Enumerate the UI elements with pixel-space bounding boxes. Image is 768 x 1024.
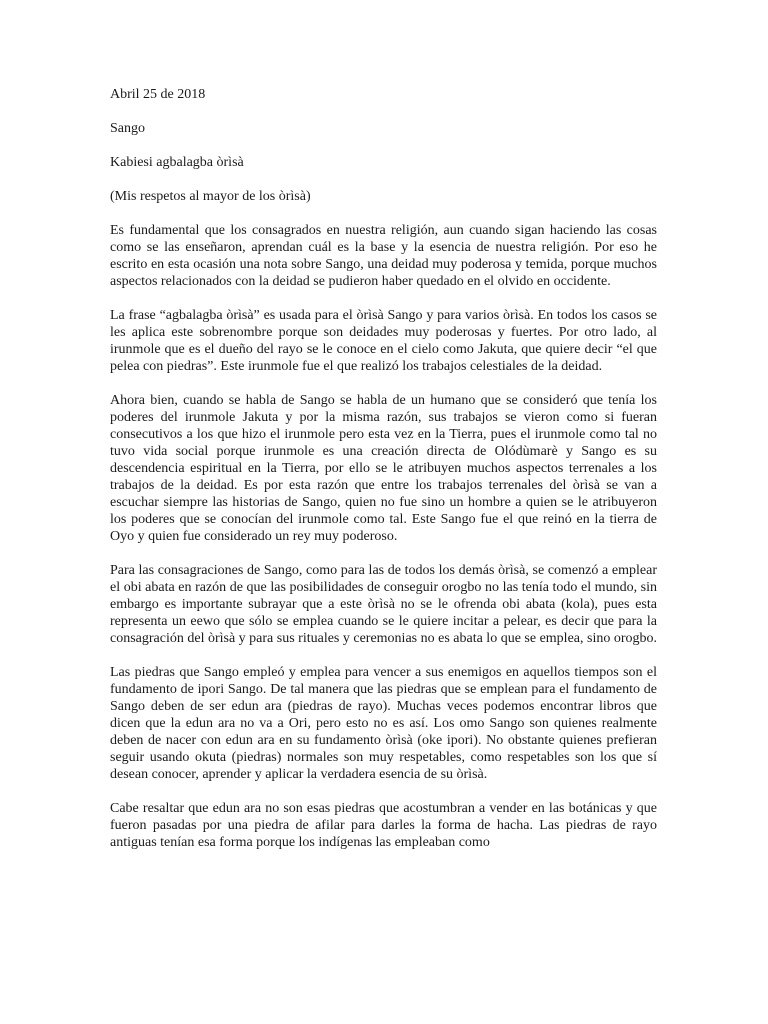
- spacer: [110, 783, 657, 800]
- paragraph: Cabe resaltar que edun ara no son esas piedras que acostumbran a vender en las botánicas y que fueron pasadas por una piedra de afilar para darles la forma de hacha. Las piedras de rayo antiguas tenían esa forma porque los indígenas las empleaban como: [110, 801, 657, 850]
- paragraph: Las piedras que Sango empleó y emplea para vencer a sus enemigos en aquellos tiempos son el fundamento de ipori Sango. De tal manera que las piedras que se emplean para el fundamento de Sango deben de ser edun ara (piedras de rayo). Muchas veces podemos encontrar libros que dicen que la edun ara no va a Ori, pero esto no es así. Los omo Sango son quienes realmente deben de nacer con edun ara en su fundamento òrìsà (oke ipori). No obstante quienes prefieran seguir usando okuta (piedras) normales son muy respetables, como respetables son los que sí desean conocer, aprender y aplicar la verdadera esencia de su òrìsà.: [110, 665, 657, 782]
- spacer: [110, 545, 657, 562]
- spacer: [110, 290, 657, 307]
- spacer: [110, 137, 657, 154]
- document-subject: Sango: [110, 121, 145, 136]
- spacer: [110, 205, 657, 222]
- paragraph: Ahora bien, cuando se habla de Sango se habla de un humano que se consideró que tenía los poderes del irunmole Jakuta y por la misma razón, sus trabajos se vieron como si fueran consecutivos a los que hizo el irunmole pero esta vez en la Tierra, pues el irunmole como tal no tuvo vida social porque irunmole es una creación directa de Olódùmarè y Sango es su descendencia espiritual en la Tierra, por ello se le atribuyen muchos aspectos terrenales a los trabajos de la deidad. Es por esta razón que entre los trabajos terrenales del òrìsà se van a escuchar siempre las historias de Sango, quien no fue sino un hombre a quien se le atribuyeron los poderes que se conocían del irunmole como tal. Este Sango fue el que reinó en la tierra de Oyo y quien fue considerado un rey muy poderoso.: [110, 393, 657, 544]
- spacer: [110, 103, 657, 120]
- paragraph: La frase “agbalagba òrìsà” es usada para el òrìsà Sango y para varios òrìsà. En todos los casos se les aplica este sobrenombre porque son deidades muy poderosas y fuertes. Por otro lado, al irunmole que es el dueño del rayo se le conoce en el cielo como Jakuta, que quiere decir “el que pelea con piedras”. Este irunmole fue el que realizó los trabajos celestiales de la deidad.: [110, 308, 657, 374]
- document-greeting-note: (Mis respetos al mayor de los òrìsà): [110, 189, 311, 204]
- paragraph: Es fundamental que los consagrados en nuestra religión, aun cuando sigan haciendo las cosas como se las enseñaron, aprendan cuál es la base y la esencia de nuestra religión. Por eso he escrito en esta ocasión una nota sobre Sango, una deidad muy poderosa y temida, porque muchos aspectos relacionados con la deidad se pudieron haber quedado en el olvido en occidente.: [110, 223, 657, 289]
- spacer: [110, 171, 657, 188]
- document-body: [110, 86, 657, 851]
- paragraph: Para las consagraciones de Sango, como para las de todos los demás òrìsà, se comenzó a emplear el obi abata en razón de que las posibilidades de conseguir orogbo no las tenía todo el mundo, sin embargo es importante subrayar que a este òrìsà no se le ofrenda obi abata (kola), pues esta representa un eewo que sólo se emplea cuando se le quiere incitar a pelear, es decir que para la consagración del òrìsà y para sus rituales y ceremonias no es abata lo que se emplea, sino orogbo.: [110, 563, 657, 646]
- document-greeting: Kabiesi agbalagba òrìsà: [110, 155, 244, 170]
- document-date: Abril 25 de 2018: [110, 87, 206, 102]
- spacer: [110, 647, 657, 664]
- spacer: [110, 375, 657, 392]
